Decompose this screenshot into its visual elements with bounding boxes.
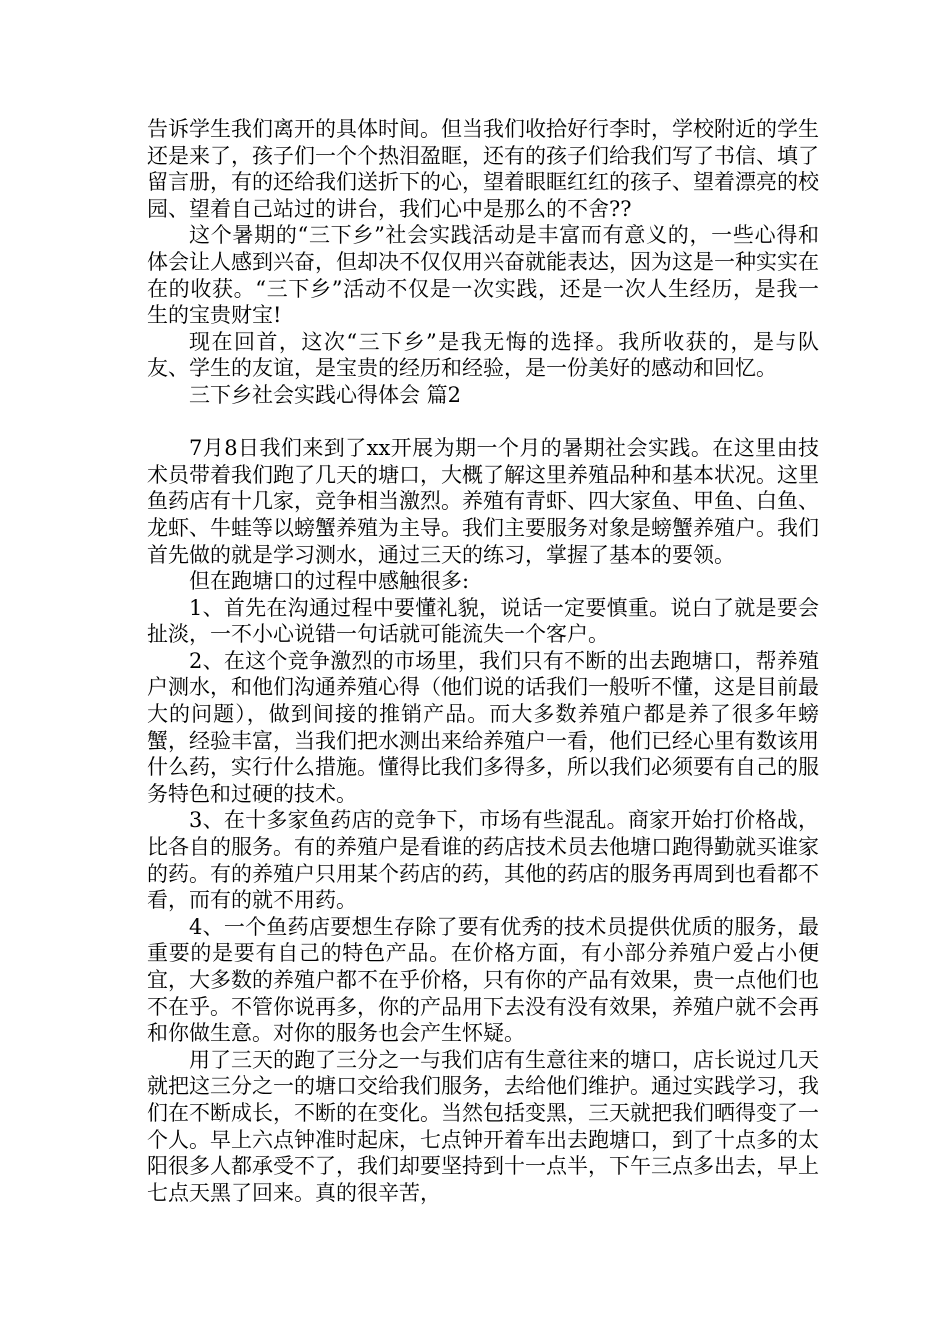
paragraph: 这个暑期的“三下乡”社会实践活动是丰富而有意义的，一些心得和体会让人感到兴奋，但却决不仅仅用兴奋就能表达，因为这是一种实实在在的收获。“三下乡”活动不仅是一次实践，还是一次人生经历，是我一生的宝贵财宝! (147, 223, 819, 328)
document-body (147, 116, 819, 1206)
section-heading: 三下乡社会实践心得体会 篇2 (189, 382, 462, 407)
paragraph: 现在回首，这次“三下乡”是我无悔的选择。我所收获的，是与队友、学生的友谊，是宝贵的经历和经验，是一份美好的感动和回忆。 (147, 329, 819, 381)
blank-line (147, 409, 819, 436)
paragraph: 1、首先在沟通过程中要懂礼貌，说话一定要慎重。说白了就是要会扯淡，一不小心说错一句话就可能流失一个客户。 (147, 595, 819, 647)
paragraph: 2、在这个竞争激烈的市场里，我们只有不断的出去跑塘口，帮养殖户测水，和他们沟通养殖心得（他们说的话我们一般听不懂，这是目前最大的问题），做到间接的推销产品。而大多数养殖户都是养了很多年螃蟹，经验丰富，当我们把水测出来给养殖户一看，他们已经心里有数该用什么药，实行什么措施。懂得比我们多得多，所以我们必须要有自己的服务特色和过硬的技术。 (147, 648, 819, 806)
paragraph: 告诉学生我们离开的具体时间。但当我们收拾好行李时，学校附近的学生还是来了，孩子们一个个热泪盈眶，还有的孩子们给我们写了书信、填了留言册，有的还给我们送折下的心，望着眼眶红红的孩子、望着漂亮的校园、望着自己站过的讲台，我们心中是那么的不舍?? (147, 117, 819, 221)
paragraph: 3、在十多家鱼药店的竞争下，市场有些混乱。商家开始打价格战，比各自的服务。有的养殖户是看谁的药店技术员去他塘口跑得勤就买谁家的药。有的养殖户只用某个药店的药，其他的药店的服务再周到也看都不看，而有的就不用药。 (147, 808, 819, 913)
paragraph: 7月8日我们来到了xx开展为期一个月的暑期社会实践。在这里由技术员带着我们跑了几天的塘口，大概了解这里养殖品种和基本状况。这里鱼药店有十几家，竞争相当激烈。养殖有青虾、四大家鱼、甲鱼、白鱼、龙虾、牛蛙等以螃蟹养殖为主导。我们主要服务对象是螃蟹养殖户。我们首先做的就是学习测水，通过三天的练习，掌握了基本的要领。 (147, 436, 819, 567)
paragraph: 用了三天的跑了三分之一与我们店有生意往来的塘口，店长说过几天就把这三分之一的塘口交给我们服务，去给他们维护。通过实践学习，我们在不断成长，不断的在变化。当然包括变黑，三天就把我们晒得变了一个人。早上六点钟准时起床，七点钟开着车出去跑塘口，到了十点多的太阳很多人都承受不了，我们却要坚持到十一点半，下午三点多出去，早上七点天黑了回来。真的很辛苦， (147, 1047, 819, 1205)
paragraph: 但在跑塘口的过程中感触很多: (189, 569, 470, 594)
paragraph: 4、一个鱼药店要想生存除了要有优秀的技术员提供优质的服务，最重要的是要有自己的特色产品。在价格方面，有小部分养殖户爱占小便宜，大多数的养殖户都不在乎价格，只有你的产品有效果，贵一点他们也不在乎。不管你说再多，你的产品用下去没有没有效果，养殖户就不会再和你做生意。对你的服务也会产生怀疑。 (147, 914, 819, 1046)
